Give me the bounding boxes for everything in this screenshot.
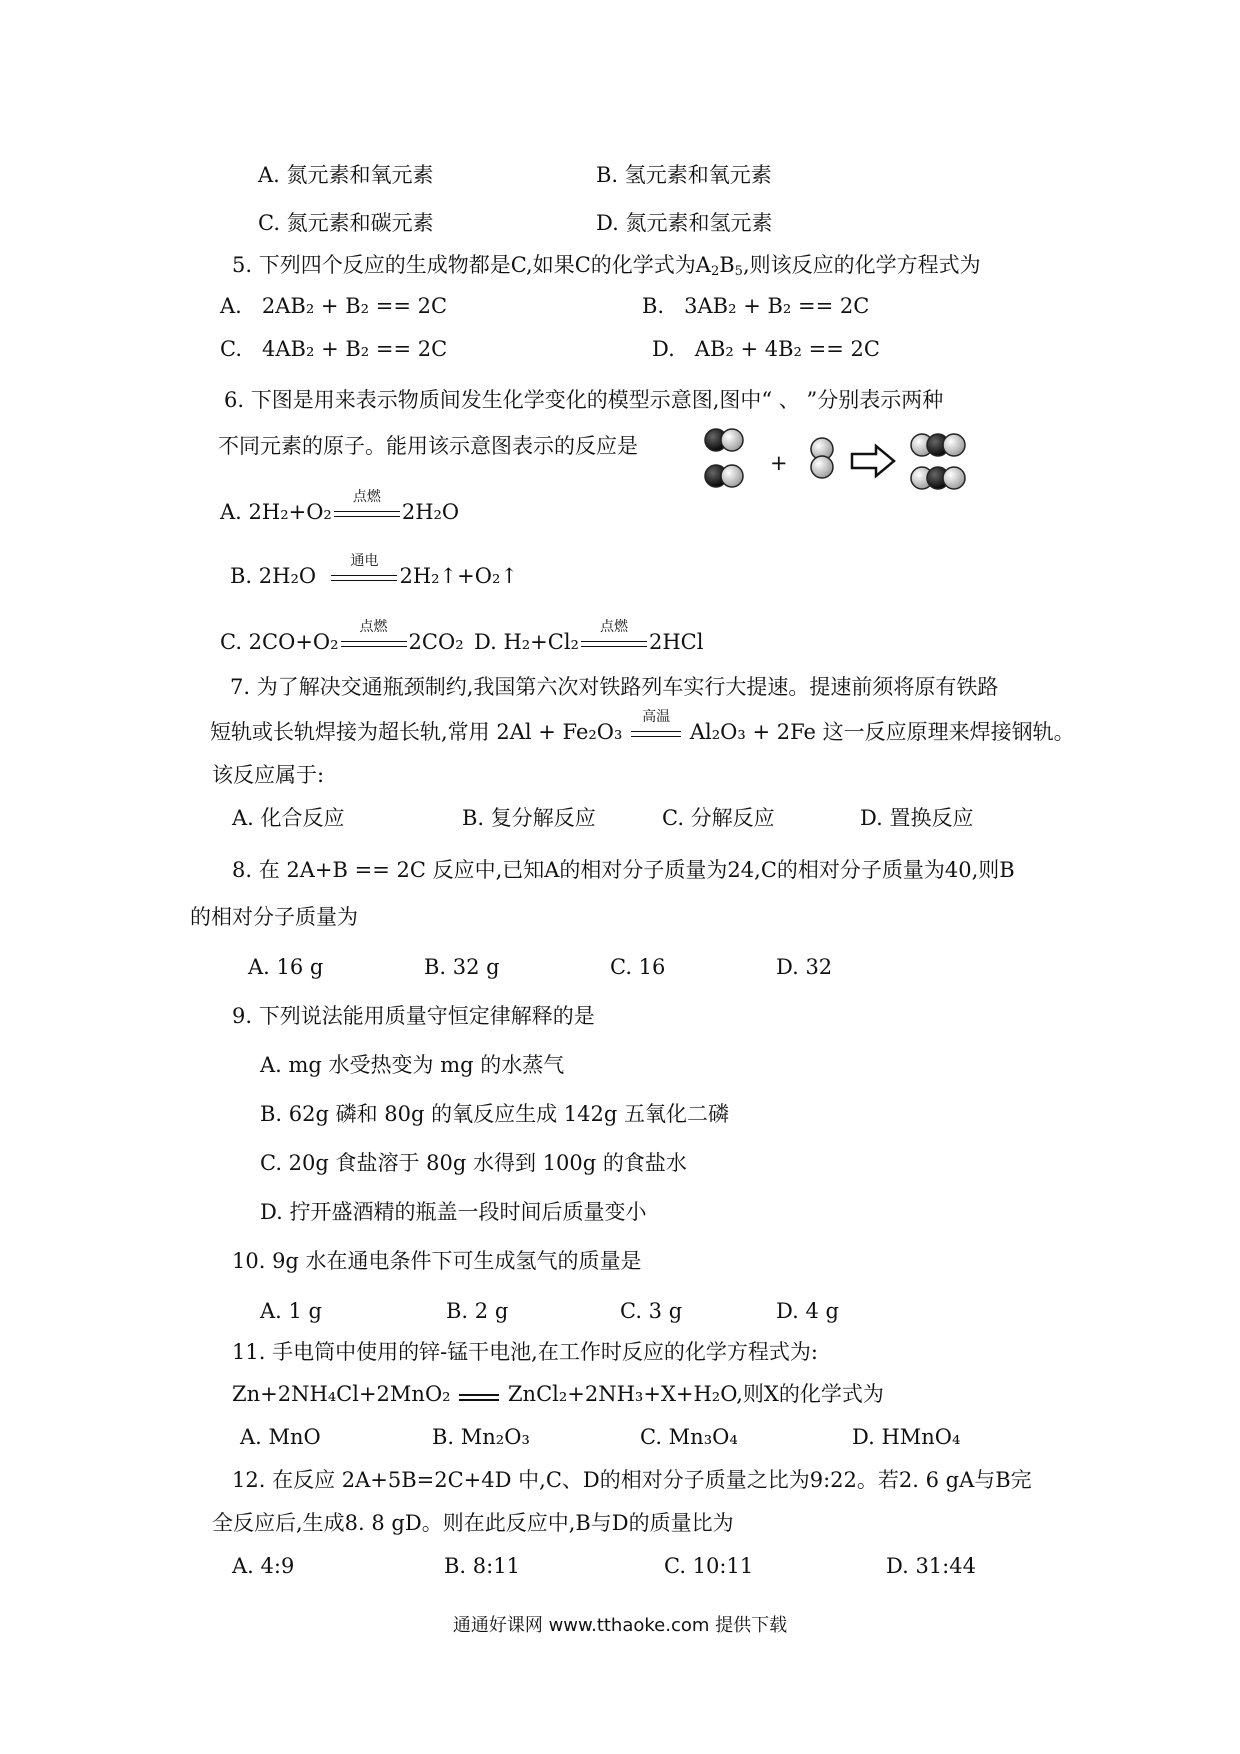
- arrow-icon: [852, 446, 894, 476]
- q8-stem-line2: 的相对分子质量为: [190, 905, 358, 929]
- q10-option-c: C. 3 g: [620, 1299, 683, 1323]
- q12-option-b: B. 8:11: [444, 1554, 520, 1578]
- q10-option-b: B. 2 g: [446, 1299, 509, 1323]
- q11-option-c: C. Mn₃O₄: [640, 1425, 738, 1449]
- reaction-condition: 点燃: [334, 504, 400, 524]
- q9-option-d: D. 拧开盛酒精的瓶盖一段时间后质量变小: [260, 1200, 647, 1224]
- reaction-condition: 通电: [331, 568, 397, 588]
- q7-stem-line3: 该反应属于:: [212, 763, 325, 787]
- q11-stem-line1: 11. 手电筒中使用的锌-锰干电池,在工作时反应的化学方程式为:: [232, 1340, 818, 1364]
- q5-option-b: B. 3AB₂ + B₂ == 2C: [642, 294, 870, 318]
- q7-option-a: A. 化合反应: [232, 806, 345, 830]
- q11-option-b: B. Mn₂O₃: [432, 1425, 530, 1449]
- q12-option-d: D. 31:44: [886, 1554, 976, 1578]
- q11-stem-line2: Zn+2NH₄Cl+2MnO₂ ZnCl₂+2NH₃+X+H₂O,则X的化学式为: [232, 1382, 884, 1406]
- q6-stem-line1: 6. 下图是用来表示物质间发生化学变化的模型示意图,图中“ 、 ”分别表示两种: [224, 388, 944, 412]
- reaction-model-diagram: [700, 424, 980, 504]
- q6-option-b: B. 2H₂O 通电 2H₂↑+O₂↑: [230, 552, 518, 588]
- product-molecule-2: [911, 467, 965, 489]
- q4-option-d: D. 氮元素和氢元素: [596, 211, 773, 235]
- q12-stem-line2: 全反应后,生成8. 8 gD。则在此反应中,B与D的质量比为: [212, 1511, 734, 1535]
- q6-option-d: D. H₂+Cl₂ 点燃 2HCl: [474, 618, 704, 654]
- q4-option-c: C. 氮元素和碳元素: [258, 211, 434, 235]
- plus-sign: +: [770, 451, 788, 475]
- q6-option-a: A. 2H₂+O₂ 点燃 2H₂O: [220, 488, 460, 524]
- q5-option-c: C. 4AB₂ + B₂ == 2C: [220, 337, 448, 361]
- q8-stem-line1: 8. 在 2A+B == 2C 反应中,已知A的相对分子质量为24,C的相对分子质量为40,则B: [232, 858, 1015, 882]
- q7-stem-line1: 7. 为了解决交通瓶颈制约,我国第六次对铁路列车实行大提速。提速前须将原有铁路: [230, 675, 999, 699]
- reaction-condition: 高温: [631, 724, 681, 744]
- q4-option-a: A. 氮元素和氧元素: [258, 163, 434, 187]
- q8-option-b: B. 32 g: [424, 955, 500, 979]
- q11-option-d: D. HMnO₄: [852, 1425, 961, 1449]
- reaction-condition: 点燃: [581, 634, 647, 654]
- q8-option-a: A. 16 g: [248, 955, 324, 979]
- q6-option-c: C. 2CO+O₂ 点燃 2CO₂: [220, 618, 464, 654]
- q7-option-c: C. 分解反应: [662, 806, 775, 830]
- q9-option-b: B. 62g 磷和 80g 的氧反应生成 142g 五氧化二磷: [260, 1102, 730, 1126]
- q9-stem: 9. 下列说法能用质量守恒定律解释的是: [232, 1004, 595, 1028]
- q10-option-a: A. 1 g: [260, 1299, 322, 1323]
- q12-option-c: C. 10:11: [664, 1554, 754, 1578]
- reactant-molecule-2: [705, 465, 743, 487]
- reactant-molecule-3: [811, 438, 833, 478]
- q7-option-d: D. 置换反应: [860, 806, 974, 830]
- q9-option-c: C. 20g 食盐溶于 80g 水得到 100g 的食盐水: [260, 1151, 687, 1175]
- q10-stem: 10. 9g 水在通电条件下可生成氢气的质量是: [232, 1249, 642, 1273]
- q9-option-a: A. mg 水受热变为 mg 的水蒸气: [260, 1053, 565, 1077]
- q6-stem-line2: 不同元素的原子。能用该示意图表示的反应是: [218, 434, 638, 458]
- q8-option-d: D. 32: [776, 955, 833, 979]
- q11-option-a: A. MnO: [240, 1425, 321, 1449]
- q12-option-a: A. 4:9: [232, 1554, 295, 1578]
- page-footer: 通通好课网 www.tthaoke.com 提供下载: [452, 1615, 788, 1636]
- q5-option-d: D. AB₂ + 4B₂ == 2C: [652, 337, 880, 361]
- reaction-condition: 点燃: [341, 634, 407, 654]
- q5-option-a: A. 2AB₂ + B₂ == 2C: [220, 294, 448, 318]
- q7-stem-line2: 短轨或长轨焊接为超长轨,常用 2Al + Fe₂O₃ 高温 Al₂O₃ + 2Fe 这一反应原理来焊接钢轨。: [210, 708, 1075, 744]
- reactant-molecule-1: [705, 429, 743, 451]
- q7-option-b: B. 复分解反应: [462, 806, 596, 830]
- q4-option-b: B. 氢元素和氧元素: [596, 163, 772, 187]
- q8-option-c: C. 16: [610, 955, 666, 979]
- q12-stem-line1: 12. 在反应 2A+5B=2C+4D 中,C、D的相对分子质量之比为9:22。若2. 6 gA与B完: [232, 1468, 1032, 1492]
- q5-stem: 5. 下列四个反应的生成物都是C,如果C的化学式为$A_2B_5$,则该反应的化学方程式为: [232, 253, 981, 279]
- q10-option-d: D. 4 g: [776, 1299, 839, 1323]
- product-molecule-1: [911, 434, 965, 456]
